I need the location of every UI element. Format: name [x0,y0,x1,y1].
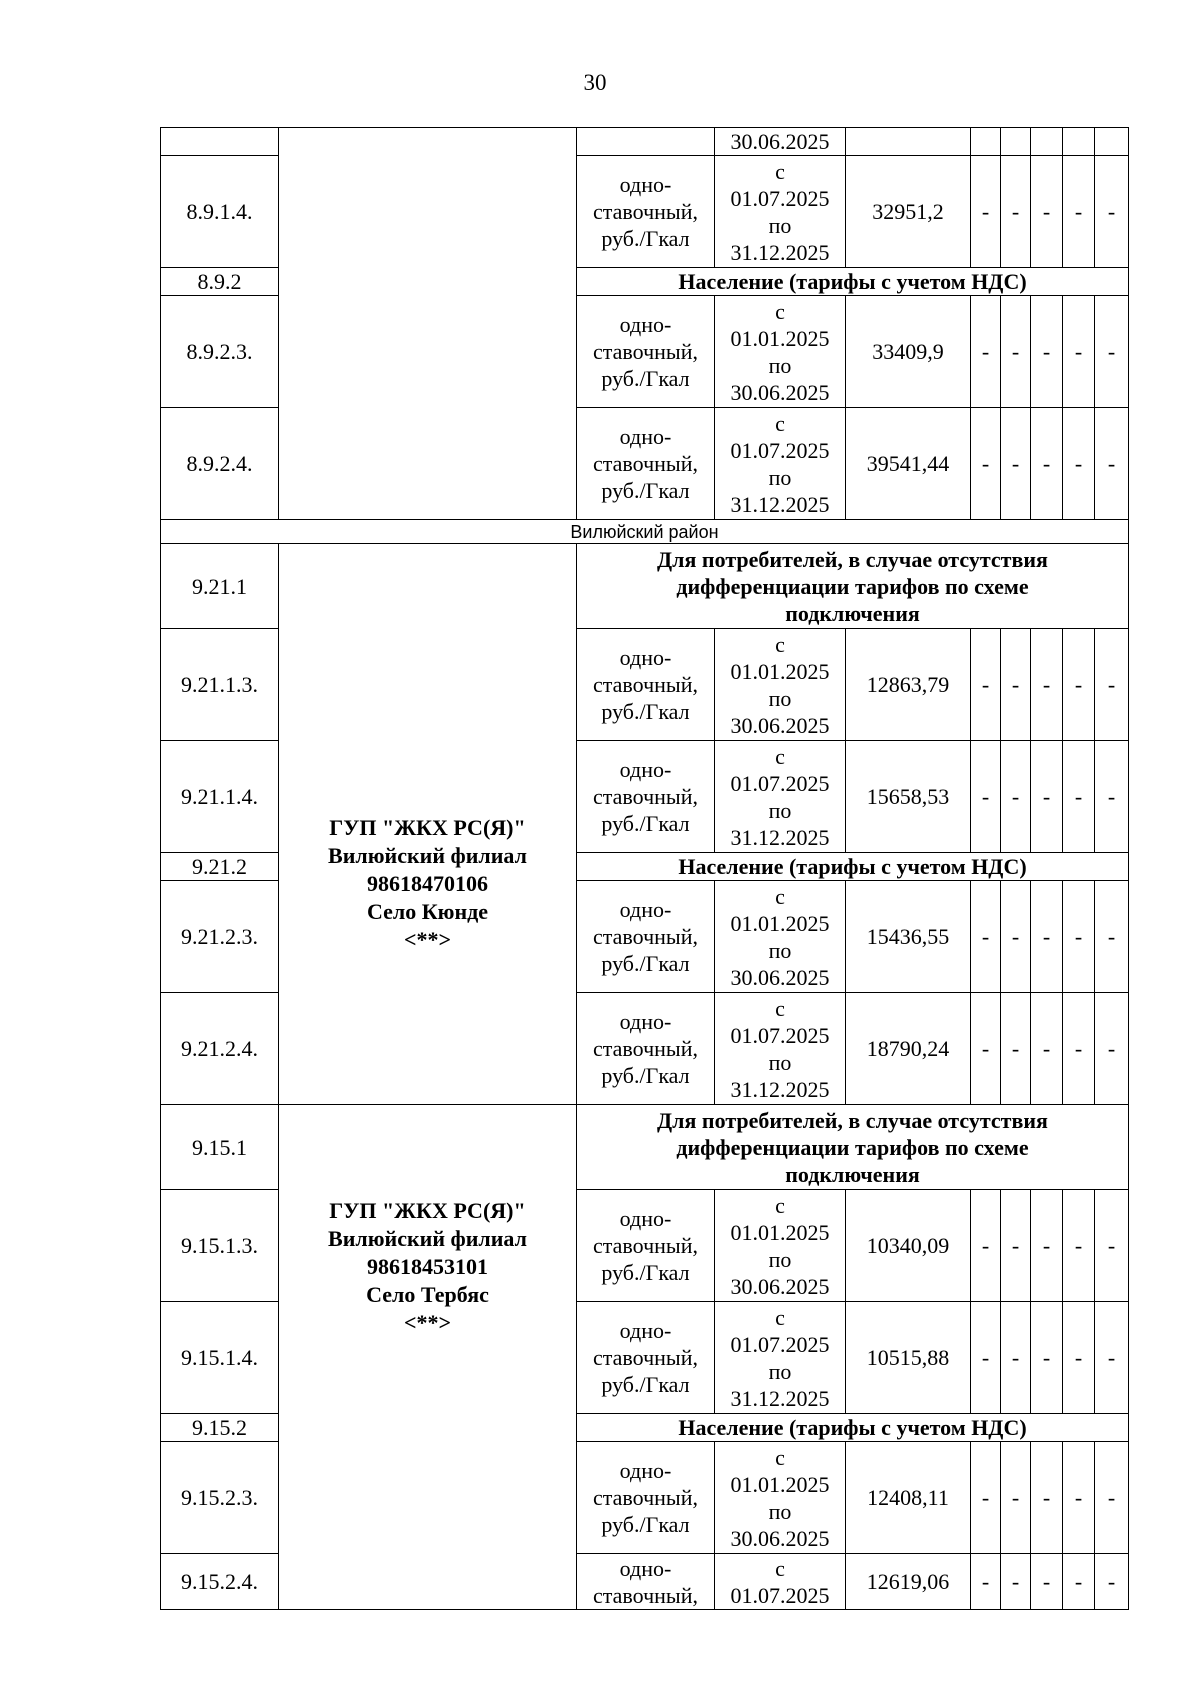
row-code: 9.15.2.3. [161,1442,279,1554]
dash-cell: - [971,1302,1001,1414]
rate-unit: одно- ставочный, руб./Гкал [577,408,715,520]
dash-cell: - [1095,1554,1129,1610]
tariff-value: 10515,88 [846,1302,971,1414]
dash-cell: - [971,1190,1001,1302]
dash-cell: - [1031,1442,1063,1554]
row-code: 9.21.2.3. [161,881,279,993]
row-code: 9.15.1.3. [161,1190,279,1302]
dash-cell: - [1001,156,1031,268]
district-title: Вилюйский район [161,520,1129,544]
rate-unit: одно- ставочный, руб./Гкал [577,881,715,993]
code-cell [161,128,279,156]
dash-cell: - [971,156,1001,268]
dash-cell: - [1063,881,1095,993]
page-number: 30 [583,70,607,95]
dash-cell: - [1031,156,1063,268]
dash-cell: - [1063,1190,1095,1302]
tariff-table [160,127,1129,1610]
dash-cell: - [1095,408,1129,520]
dash-cell: - [971,1554,1001,1610]
dash-cell: - [971,629,1001,741]
dash-cell: - [1001,993,1031,1105]
dash-cell: - [1095,741,1129,853]
dash-cell: - [1063,629,1095,741]
tariff-value: 39541,44 [846,408,971,520]
dash-cell: - [971,408,1001,520]
dash-cell: - [1095,629,1129,741]
row-code: 9.21.2 [161,853,279,881]
tariff-value: 15436,55 [846,881,971,993]
dash-cell [1031,128,1063,156]
dash-cell: - [1031,741,1063,853]
period: с 01.01.2025 по 30.06.2025 [715,1442,846,1554]
row-code: 9.21.2.4. [161,993,279,1105]
rate-cell [577,128,715,156]
section-heading: Население (тарифы с учетом НДС) [577,853,1129,881]
row-code: 9.21.1 [161,544,279,629]
dash-cell: - [1063,408,1095,520]
period: с 01.07.2025 по 31.12.2025 [715,741,846,853]
dash-cell: - [1063,156,1095,268]
dash-cell [1001,128,1031,156]
tariff-value: 32951,2 [846,156,971,268]
section-heading: Для потребителей, в случае отсутствия дифференциации тарифов по схеме подключения [577,1105,1129,1190]
row-code: 9.21.1.3. [161,629,279,741]
row-code: 9.15.1 [161,1105,279,1190]
dash-cell: - [1095,993,1129,1105]
row-code: 9.15.2.4. [161,1554,279,1610]
period: с 01.07.2025 по 31.12.2025 [715,993,846,1105]
dash-cell: - [1063,296,1095,408]
dash-cell [1095,128,1129,156]
rate-unit: одно- ставочный, руб./Гкал [577,629,715,741]
tariff-value: 18790,24 [846,993,971,1105]
section-heading: Население (тарифы с учетом НДС) [577,268,1129,296]
dash-cell: - [1031,1302,1063,1414]
org-cell-top [279,128,577,520]
dash-cell: - [1031,629,1063,741]
tariff-value: 12408,11 [846,1442,971,1554]
rate-unit: одно- ставочный, руб./Гкал [577,1442,715,1554]
period: с 01.07.2025 по 31.12.2025 [715,156,846,268]
dash-cell [971,128,1001,156]
dash-cell: - [1031,1190,1063,1302]
section-heading-row [161,1105,1129,1190]
district-row [161,520,1129,544]
dash-cell [1063,128,1095,156]
section-heading: Население (тарифы с учетом НДС) [577,1414,1129,1442]
dash-cell: - [1001,1442,1031,1554]
dash-cell: - [1001,629,1031,741]
dash-cell: - [1001,1302,1031,1414]
dash-cell: - [1031,1554,1063,1610]
dash-cell: - [1001,408,1031,520]
dash-cell: - [1031,881,1063,993]
dash-cell: - [1001,296,1031,408]
rate-unit: одно- ставочный, руб./Гкал [577,296,715,408]
dash-cell: - [1095,1442,1129,1554]
dash-cell: - [1031,408,1063,520]
dash-cell: - [1063,993,1095,1105]
dash-cell: - [1095,156,1129,268]
value-cell [846,128,971,156]
rate-unit: одно- ставочный, руб./Гкал [577,993,715,1105]
table-row-carry [161,128,1129,156]
period: с 01.01.2025 по 30.06.2025 [715,881,846,993]
dash-cell: - [971,741,1001,853]
dash-cell: - [1031,296,1063,408]
period: с 01.01.2025 по 30.06.2025 [715,296,846,408]
dash-cell: - [971,296,1001,408]
org-name: ГУП "ЖКХ РС(Я)" Вилюйский филиал 98618453101 Село Тербяс <**> [279,1105,577,1610]
dash-cell: - [1001,741,1031,853]
period-cell: 30.06.2025 [715,128,846,156]
row-code: 9.15.2 [161,1414,279,1442]
dash-cell: - [1095,881,1129,993]
dash-cell: - [1095,1302,1129,1414]
period: с 01.07.2025 по 31.12.2025 [715,1302,846,1414]
dash-cell: - [1063,1442,1095,1554]
rate-unit: одно- ставочный, руб./Гкал [577,1190,715,1302]
row-code: 8.9.2.3. [161,296,279,408]
dash-cell: - [1001,881,1031,993]
tariff-value: 12619,06 [846,1554,971,1610]
org-name: ГУП "ЖКХ РС(Я)" Вилюйский филиал 98618470106 Село Кюнде <**> [279,544,577,1105]
row-code: 8.9.1.4. [161,156,279,268]
tariff-value: 10340,09 [846,1190,971,1302]
rate-unit: одно- ставочный, [577,1554,715,1610]
tariff-value: 33409,9 [846,296,971,408]
period: с 01.07.2025 [715,1554,846,1610]
period: с 01.07.2025 по 31.12.2025 [715,408,846,520]
dash-cell: - [1063,741,1095,853]
row-code: 8.9.2.4. [161,408,279,520]
dash-cell: - [1063,1302,1095,1414]
dash-cell: - [1095,1190,1129,1302]
rate-unit: одно- ставочный, руб./Гкал [577,156,715,268]
period: с 01.01.2025 по 30.06.2025 [715,1190,846,1302]
rate-unit: одно- ставочный, руб./Гкал [577,1302,715,1414]
dash-cell: - [1001,1554,1031,1610]
section-heading-row [161,544,1129,629]
dash-cell: - [1031,993,1063,1105]
row-code: 9.21.1.4. [161,741,279,853]
dash-cell: - [1001,1190,1031,1302]
tariff-value: 15658,53 [846,741,971,853]
dash-cell: - [1063,1554,1095,1610]
dash-cell: - [971,993,1001,1105]
period: с 01.01.2025 по 30.06.2025 [715,629,846,741]
dash-cell: - [971,1442,1001,1554]
rate-unit: одно- ставочный, руб./Гкал [577,741,715,853]
row-code: 9.15.1.4. [161,1302,279,1414]
section-heading: Для потребителей, в случае отсутствия дифференциации тарифов по схеме подключения [577,544,1129,629]
row-code: 8.9.2 [161,268,279,296]
tariff-value: 12863,79 [846,629,971,741]
dash-cell: - [1095,296,1129,408]
dash-cell: - [971,881,1001,993]
